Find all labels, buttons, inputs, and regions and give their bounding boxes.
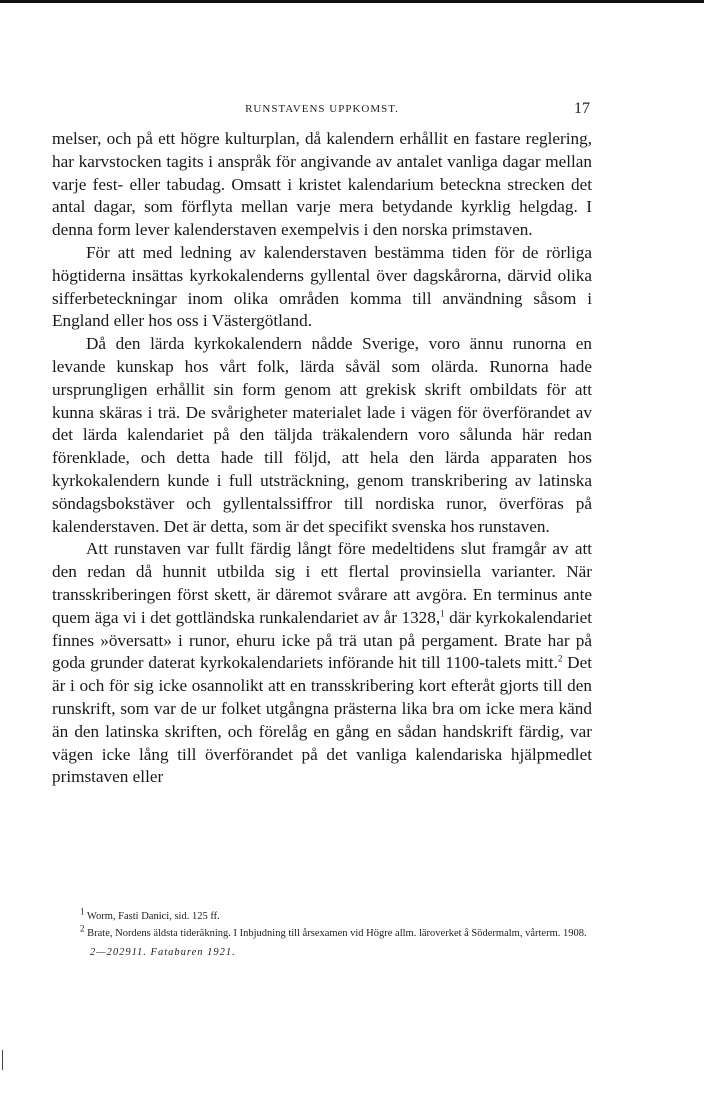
scan-margin-mark (2, 1050, 3, 1070)
paragraph-4-part-1: Att runstaven var fullt färdig långt före medeltidens slut framgår av att den redan då hunnit utbilda sig i ett flertal provinsiella varianter. När transskriberingen först skett, är däremot svårare att avgöra. En terminus ante quem äga vi i det gottländska runkalendariet av år 1328, (52, 539, 592, 627)
book-page (52, 0, 592, 1119)
footnote-marker-1: 1 (80, 906, 85, 917)
paragraph-2: För att med ledning av kalenderstaven bestämma tiden för de rörliga högtiderna insättas kyrkokalenderns gyllental över dagskårorna, därvid olika sifferbeteckningar inom olika områden komma till användning såsom i England eller hos oss i Västergötland. (52, 242, 592, 331)
footnotes (52, 908, 592, 961)
paragraph-4 (52, 538, 592, 789)
printer-signature: 2—202911. Fataburen 1921. (90, 947, 236, 958)
paragraph-1: melser, och på ett högre kulturplan, då kalendern erhållit en fastare reglering, har karvstocken tagits i anspråk för angivande av antalet vanliga dagar mellan varje fest- eller tabudag. Omsatt i kristet kalendarium beteckna strecken det antal dagar, som förflyta mellan varje mera betydande kyrklig helgdag. I denna form lever kalenderstaven exempelvis i den norska primstaven. (52, 129, 592, 240)
footnote-marker-2: 2 (80, 923, 85, 934)
footnote-text-2: Brate, Nordens äldsta tideräkning. I Inbjudning till årsexamen vid Högre allm. läroverket å Södermalm, vårterm. 1908. (84, 928, 587, 939)
page-number: 17 (574, 100, 590, 117)
footnote-ref-2: 2 (557, 653, 563, 664)
footnote-1 (52, 908, 592, 925)
paragraph-3: Då den lärda kyrkokalendern nådde Sverige, voro ännu runorna en levande kunskap hos vårt folk, lärda såväl som olärda. Runorna hade ursprungligen erhållit sin form genom att grekisk skrift ombildats för att kunna skäras i trä. De svårigheter materialet lade i vägen för överförandet av det lärda kalendariet på den täljda träkalendern voro sålunda här redan förenklade, och detta hade till följd, att hela den lärda apparaten hos kyrkokalendern kunde i full utsträckning, genom transkribering av latinska söndagsbokstäver och gyllentalssiffror till nordiska runor, överföras på kalenderstaven. Det är detta, som är det specifikt svenska hos runstaven. (52, 334, 592, 536)
footnote-text-1: Worm, Fasti Danici, sid. 125 ff. (84, 911, 220, 922)
footnote-ref-1: 1 (440, 608, 445, 618)
footnote-2 (52, 925, 592, 942)
body-text (52, 128, 592, 789)
paragraph-4-part-2: där kyrkokalendariet finnes »översatt» i runor, ehuru icke på trä utan på pergament. Brate har på goda grunder daterat kyrkokalendariets införande hit till 1100-talets mitt. (52, 607, 593, 673)
running-title: RUNSTAVENS UPPKOMST. (245, 103, 399, 115)
running-head (52, 100, 592, 123)
paragraph-4-part-3: Det är i och för sig icke osannolikt att en transskribering kort efteråt gjorts till den runskrift, som var de ur folket utgångna prästerna lika bra om icke mera känd än den latinska skriften, och förelåg en gång en sådan handskrift färdig, var vägen icke lång till överförandet på det vanliga kalendariska hjälpmedlet primstaven eller (52, 653, 592, 787)
